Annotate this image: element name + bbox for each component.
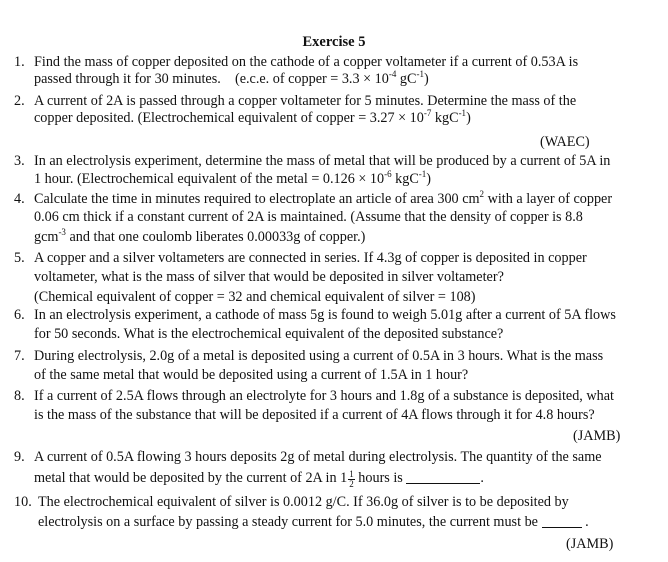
question-text: If a current of 2.5A flows through an electrolyte for 3 hours and 1.8g of a substance is deposited, what bbox=[34, 388, 614, 404]
question-text: (Chemical equivalent of copper = 32 and chemical equivalent of silver = 108) bbox=[34, 289, 476, 305]
question-text: gcm$^{-3}$ and that one coulomb liberates 0.00033g of copper.) bbox=[34, 227, 366, 245]
question-number: 6. bbox=[14, 307, 25, 323]
question-text: A current of 0.5A flowing 3 hours deposits 2g of metal during electrolysis. The quantity of the same bbox=[34, 449, 602, 465]
question-number: 7. bbox=[14, 348, 25, 364]
question-number: 10. bbox=[14, 494, 32, 510]
question-text: Find the mass of copper deposited on the cathode of a copper voltameter if a current of 0.53A is bbox=[34, 54, 579, 70]
question-text: voltameter, what is the mass of silver that would be deposited in silver voltameter? bbox=[34, 269, 504, 285]
question-text: of the same metal that would be deposited using a current of 1.5A in 1 hour? bbox=[34, 367, 469, 383]
question-text: During electrolysis, 2.0g of a metal is deposited using a current of 0.5A in 3 hours. What is the mass bbox=[34, 348, 604, 364]
question-number: 2. bbox=[14, 93, 25, 109]
question-number: 5. bbox=[14, 250, 25, 266]
fraction-one-half: $\frac{1}{2}$ bbox=[349, 469, 354, 489]
page-title: Exercise 5 bbox=[302, 34, 366, 50]
source-label: (JAMB) bbox=[573, 428, 621, 444]
question-text: metal that would be deposited by the current of 2A in 1 $\frac{1}{2}$ hours is . bbox=[34, 469, 484, 489]
question-text: for 50 seconds. What is the electrochemical equivalent of the deposited substance? bbox=[34, 326, 504, 342]
question-text: A copper and a silver voltameters are connected in series. If 4.3g of copper is deposited in copper bbox=[34, 250, 587, 266]
question-text: is the mass of the substance that will be deposited if a current of 4A flows through it for 4.8 hours? bbox=[34, 407, 595, 423]
question-number: 9. bbox=[14, 449, 25, 465]
question-number: 8. bbox=[14, 388, 25, 404]
question-text: In an electrolysis experiment, determine the mass of metal that will be produced by a current of 5A in bbox=[34, 153, 611, 169]
question-text: A current of 2A is passed through a copper voltameter for 5 minutes. Determine the mass of the bbox=[34, 93, 577, 109]
answer-blank bbox=[406, 471, 480, 484]
source-label: (WAEC) bbox=[540, 134, 590, 150]
question-text: passed through it for 30 minutes. (e.c.e. of copper = $3.3 \times 10^{-4}$ $gC^{-1}$) bbox=[34, 69, 429, 87]
question-text: Calculate the time in minutes required to electroplate an article of area 300 $cm^2$ with a layer of copper bbox=[34, 189, 613, 207]
question-number: 4. bbox=[14, 191, 25, 207]
question-number: 3. bbox=[14, 153, 25, 169]
question-text: 1 hour. (Electrochemical equivalent of the metal = $0.126 \times 10^{-6}$ kgC$^{-1}$) bbox=[34, 169, 432, 187]
question-number: 1. bbox=[14, 54, 25, 70]
question-text: electrolysis on a surface by passing a steady current for 5.0 minutes, the current must be . bbox=[38, 514, 589, 530]
answer-blank bbox=[542, 515, 582, 528]
question-text: The electrochemical equivalent of silver is 0.0012 g/C. If 36.0g of silver is to be deposited by bbox=[38, 494, 569, 510]
source-label: (JAMB) bbox=[566, 536, 614, 552]
question-text: 0.06 cm thick if a constant current of 2A is maintained. (Assume that the density of copper is 8.8 bbox=[34, 209, 583, 225]
question-text: copper deposited. (Electrochemical equivalent of copper = $3.27 \times 10^{-7}$ kgC$^{-1}$) bbox=[34, 108, 471, 126]
question-text: In an electrolysis experiment, a cathode of mass 5g is found to weigh 5.01g after a current of 5A flows bbox=[34, 307, 616, 323]
